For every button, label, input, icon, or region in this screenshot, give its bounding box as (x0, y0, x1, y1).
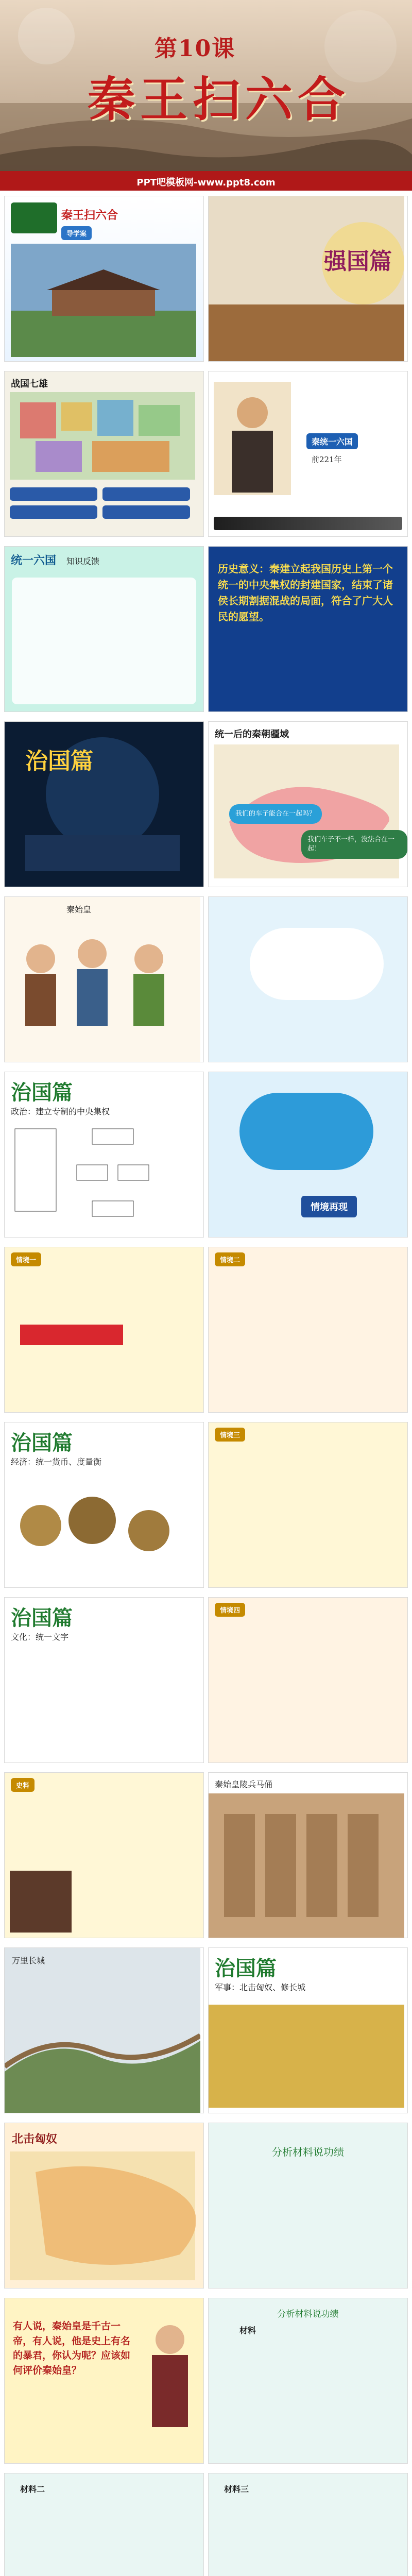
slide-significance (208, 546, 408, 712)
slide-unification (208, 371, 408, 537)
slide-material-one (208, 2298, 408, 2464)
slide-row-13 (0, 2298, 412, 2468)
slide-emperor-scene (4, 896, 204, 1062)
site-footer-bar (0, 171, 412, 191)
situation-cloud (250, 928, 384, 1000)
material-one-subtitle: 分析材料说功绩 (277, 2309, 339, 2319)
situation-cloud-2 (239, 1093, 373, 1170)
title-banner (0, 0, 412, 191)
wall-title: 万里长城 (12, 1956, 45, 1965)
emperor-portrait (214, 382, 291, 495)
borders-title: 统一后的秦朝疆域 (215, 729, 289, 740)
situation-one-box (20, 1325, 123, 1345)
slide-political (4, 1072, 204, 1238)
slide-situation-intro (208, 896, 408, 1062)
slide-historical-source (4, 1772, 204, 1938)
slide-situation-one (4, 1247, 204, 1413)
terracotta-title: 秦始皇陵兵马俑 (215, 1780, 273, 1789)
slide-row-8 (0, 1422, 412, 1592)
map-title: 战国七雄 (11, 379, 48, 389)
economic-heading: 治国篇 (11, 1431, 73, 1455)
military-subtitle: 军事：北击匈奴、修长城 (215, 1982, 306, 1992)
slide-row-1 (0, 196, 412, 366)
government-structure (5, 1124, 200, 1232)
unification-tag: 秦统一六国 (306, 433, 358, 449)
slide-row-9 (0, 1597, 412, 1767)
emperor-label: 秦始皇 (66, 905, 92, 914)
slide-row-2 (0, 371, 412, 541)
analysis-title: 分析材料说功绩 (272, 2146, 344, 2158)
warring-states-map (5, 392, 200, 531)
coins-illustration (5, 1479, 200, 1582)
slide-material-three (208, 2473, 408, 2576)
intro-title: 秦王扫六合 (61, 209, 118, 222)
slide-situation (208, 1072, 408, 1238)
lesson-title: 秦王扫六合 (88, 72, 351, 127)
slide-row-6 (0, 1072, 412, 1242)
slide-great-wall (4, 1947, 204, 2113)
reflection-box (12, 578, 196, 704)
slide-reflection (4, 546, 204, 712)
political-heading: 治国篇 (11, 1080, 73, 1105)
warrior-figure (10, 1871, 72, 1933)
slide-row-14 (0, 2473, 412, 2576)
military-heading: 治国篇 (215, 1956, 277, 1980)
slide-situation-three (208, 1422, 408, 1588)
debate-question: 有人说，秦始皇是千古一帝，有人说，他是史上有名的暴君，你认为呢？应该如何评价秦始皇？ (13, 2320, 131, 2376)
slide-borders (208, 721, 408, 887)
lesson-number: 第10课 (154, 36, 236, 62)
slide-material-two (4, 2473, 204, 2576)
slide-row-3 (0, 546, 412, 716)
slide-heroes (208, 196, 408, 362)
terracotta-photo (209, 1793, 404, 1938)
slide-economic (4, 1422, 204, 1588)
campaign-title: 北击匈奴 (12, 2132, 58, 2146)
court-scene (5, 897, 200, 1062)
slide-cultural (4, 1597, 204, 1763)
heroes-photo (209, 196, 404, 361)
situation-four-tag: 情境四 (215, 1603, 245, 1617)
significance-text: 历史意义：秦建立起我国历史上第一个统一的中央集权的封建国家，结束了诸侯长期割据混战的局面，符合了广大人民的愿望。 (218, 563, 393, 623)
situation-one-tag: 情境一 (11, 1252, 41, 1266)
slide-row-5 (0, 896, 412, 1066)
slide-analysis (208, 2123, 408, 2289)
campaign-map (5, 2151, 200, 2285)
political-subtitle: 政治：建立专制的中央集权 (11, 1107, 110, 1116)
intro-banner (11, 202, 57, 233)
slide-situation-two (208, 1247, 408, 1413)
historical-source-tag: 史料 (11, 1778, 35, 1792)
slide-row-12 (0, 2123, 412, 2293)
situation-two-tag: 情境二 (215, 1252, 245, 1266)
slide-military (208, 1947, 408, 2113)
debate-figure (142, 2319, 198, 2432)
slide-northern-campaign (4, 2123, 204, 2289)
cultural-heading: 治国篇 (11, 1606, 73, 1630)
slide-debate (4, 2298, 204, 2464)
soldier-image (209, 2005, 404, 2108)
slide-situation-four (208, 1597, 408, 1763)
heroes-title: 强国篇 (324, 248, 392, 275)
situation-button: 情境再现 (301, 1196, 357, 1217)
slide-governance (4, 721, 204, 887)
cultural-subtitle: 文化：统一文字 (11, 1632, 69, 1642)
slide-terracotta (208, 1772, 408, 1938)
material-one-title: 材料 (239, 2326, 256, 2335)
question-bubble: 我们的车子能合在一起吗？ (229, 804, 322, 824)
site-footer-text: PPT吧模板网-www.ppt8.com (136, 177, 276, 188)
reflection-title: 统一六国 (11, 554, 57, 567)
slide-row-10 (0, 1772, 412, 1942)
reflection-subtitle: 知识反馈 (66, 556, 100, 566)
palace-photo (11, 244, 196, 357)
slide-row-11 (0, 1947, 412, 2117)
material-three-title: 材料三 (224, 2484, 249, 2494)
material-two-title: 材料二 (20, 2484, 45, 2494)
situation-three-tag: 情境三 (215, 1428, 245, 1442)
governance-title: 治国篇 (25, 748, 93, 774)
answer-bubble: 我们车子不一样，没法合在一起！ (301, 830, 407, 859)
slide-intro (4, 196, 204, 362)
unification-year: 前221年 (312, 455, 342, 464)
great-wall-photo (5, 1948, 200, 2113)
slide-warring-states-map (4, 371, 204, 537)
intro-tag: 导学案 (61, 226, 92, 240)
economic-subtitle: 经济：统一货币、度量衡 (11, 1457, 102, 1467)
slide-row-7 (0, 1247, 412, 1417)
slide-row-4 (0, 721, 412, 891)
timeline (214, 517, 402, 530)
